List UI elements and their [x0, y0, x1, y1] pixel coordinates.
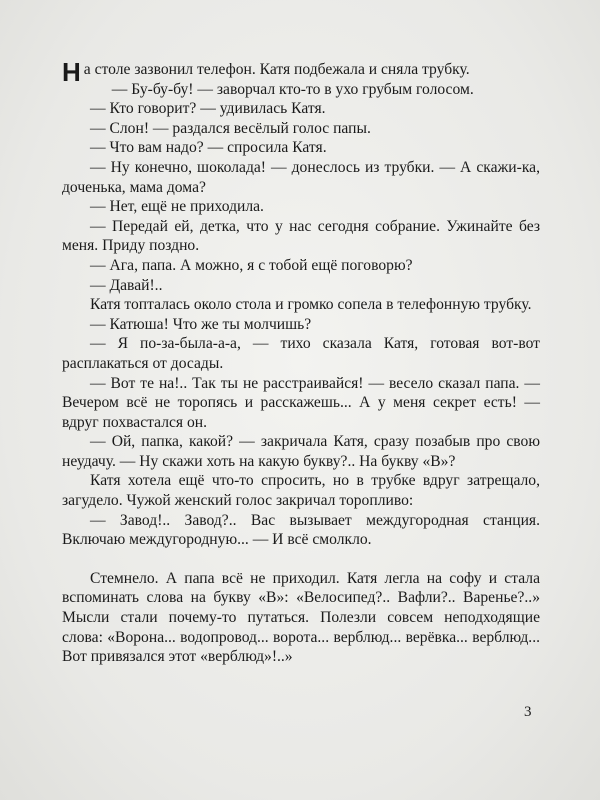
paragraph: — Что вам надо? — спросила Катя.: [90, 139, 327, 157]
paragraph: — Ой, папка, какой? — закричала Катя, сразу позабыв про свою неудачу. — Ну скажи хоть на какую букву?.. На букву «В»?: [62, 433, 540, 470]
paragraph: — Катюша! Что же ты молчишь?: [90, 315, 312, 333]
paragraph: — Передай ей, детка, что у нас сегодня собрание. Ужинайте без меня. Приду поздно.: [62, 217, 540, 255]
paragraph: — Ага, папа. А можно, я с тобой ещё поговорю?: [90, 256, 413, 274]
paragraph: — Слон! — раздался весёлый голос папы.: [90, 119, 371, 137]
story-text: [62, 57, 540, 667]
paragraph: Катя топталась около стола и громко сопела в телефонную трубку.: [90, 296, 532, 314]
paragraph: Стемнело. А папа всё не приходил. Катя легла на софу и стала вспоминать слова на букву «В»: «Велосипед?.. Вафли?.. Варенье?..» Мысли стали почему-то путаться. Полезли совсем неподходящие слова: «Ворона... водопровод... ворота... верблюд... верёвка... верблюд... Вот привязался этот «верблюд»!..»: [62, 569, 540, 666]
paragraph: Катя хотела ещё что-то спросить, но в трубке вдруг затрещало, загудело. Чужой женский голос закричал торопливо:: [62, 472, 540, 510]
paragraph: — Завод!.. Завод?.. Вас вызывает междугородная станция. Включаю междугородную... — И всё смолкло.: [62, 511, 540, 549]
drop-cap: Н: [62, 57, 81, 87]
paragraph: — Нет, ещё не приходила.: [90, 198, 264, 216]
paragraph: — Бу-бу-бу! — заворчал кто-то в ухо грубым голосом.: [111, 80, 474, 98]
paragraph-1: На столе зазвонил телефон. Катя подбежала и сняла трубку.: [62, 57, 470, 87]
paragraph: — Вот те на!.. Так ты не расстраивайся! — весело сказал папа. — Вечером всё не торопясь и расскажешь... А у меня секрет есть! — вдруг похвастался он.: [62, 374, 540, 431]
paragraph: — Я по-за-была-а-а, — тихо сказала Катя, готовая вот-вот расплакаться от досады.: [62, 335, 540, 372]
page-number: 3: [524, 704, 532, 720]
paragraph: — Давай!..: [90, 276, 163, 294]
section-gap: [62, 550, 540, 569]
paragraph: — Ну конечно, шоколада! — донеслось из трубки. — А скажи-ка, доченька, мама дома?: [62, 158, 540, 196]
paragraph: — Кто говорит? — удивилась Катя.: [90, 100, 326, 118]
